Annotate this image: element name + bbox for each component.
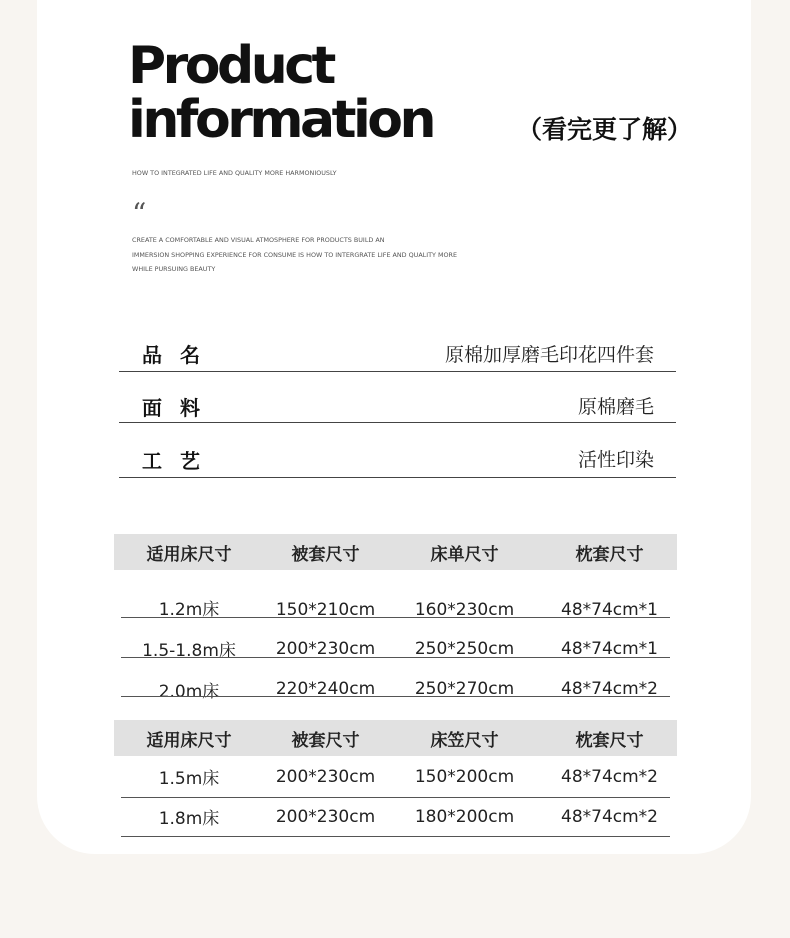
table-header: 适用床尺寸	[114, 720, 264, 756]
table-header-row	[114, 534, 677, 570]
table-cell: 48*74cm*2	[561, 806, 658, 827]
table-cell: 250*270cm	[414, 679, 515, 699]
table-cell: 150*200cm	[414, 766, 515, 787]
info-label: 面料	[142, 396, 218, 420]
description-line: WHILE PURSUING BEAUTY	[132, 265, 216, 273]
info-row-name	[119, 335, 676, 372]
table-cell: 1.8m床	[158, 809, 220, 829]
row-divider	[121, 797, 670, 798]
table-cell: 220*240cm	[275, 679, 376, 699]
table-header: 枕套尺寸	[542, 720, 677, 756]
info-row-craft	[119, 440, 676, 478]
table-cell: 1.5m床	[158, 769, 220, 789]
description-line: IMMERSION SHOPPING EXPERIENCE FOR CONSUME IS HOW TO INTERGRATE LIFE AND QUALITY MORE	[132, 250, 458, 259]
size-table-2	[114, 720, 677, 836]
table-header: 床笠尺寸	[387, 720, 542, 756]
table-cell: 1.2m床	[158, 600, 220, 620]
table-cell: 2.0m床	[158, 681, 220, 702]
description	[132, 233, 552, 277]
quote-mark-icon: “	[132, 197, 147, 230]
info-label: 工艺	[142, 449, 218, 473]
table-header-row	[114, 720, 677, 756]
table-cell: 48*74cm*1	[561, 600, 658, 620]
table-cell: 150*210cm	[275, 600, 376, 620]
row-divider	[121, 836, 670, 837]
info-value: 原棉加厚磨毛印花四件套	[444, 344, 654, 366]
table-header: 适用床尺寸	[114, 534, 264, 570]
table-cell: 160*230cm	[414, 600, 515, 620]
table-header: 被套尺寸	[264, 720, 387, 756]
page-title-line2: information	[128, 90, 434, 150]
table-row	[114, 628, 677, 669]
table-cell: 200*230cm	[275, 806, 376, 827]
table-cell: 250*250cm	[414, 638, 515, 659]
info-label: 品名	[142, 343, 218, 367]
info-row-fabric	[119, 388, 676, 423]
table-cell: 1.5-1.8m床	[142, 641, 236, 661]
table-header: 床单尺寸	[387, 534, 542, 570]
table-cell: 200*230cm	[275, 766, 376, 787]
description-line: CREATE A COMFORTABLE AND VISUAL ATMOSPHERE FOR PRODUCTS BUILD AN	[132, 236, 385, 244]
table-row	[114, 797, 677, 836]
subtitle-cn: （看完更了解）	[517, 115, 693, 144]
table-row	[114, 669, 677, 709]
table-cell: 48*74cm*2	[561, 679, 658, 699]
table-row	[114, 756, 677, 797]
table-cell: 48*74cm*2	[561, 766, 658, 787]
table-cell: 180*200cm	[414, 806, 515, 827]
row-divider	[121, 657, 670, 658]
table-row	[114, 570, 677, 628]
table-cell: 200*230cm	[275, 638, 376, 659]
page-title-line1: Product	[128, 36, 333, 96]
table-header: 枕套尺寸	[542, 534, 677, 570]
info-value: 活性印染	[577, 449, 654, 471]
table-cell: 48*74cm*1	[561, 638, 658, 659]
row-divider	[121, 617, 670, 618]
tagline: HOW TO INTEGRATED LIFE AND QUALITY MORE HARMONIOUSLY	[132, 169, 337, 177]
info-value: 原棉磨毛	[577, 396, 654, 418]
size-table-1	[114, 534, 677, 709]
row-divider	[121, 696, 670, 697]
table-header: 被套尺寸	[264, 534, 387, 570]
